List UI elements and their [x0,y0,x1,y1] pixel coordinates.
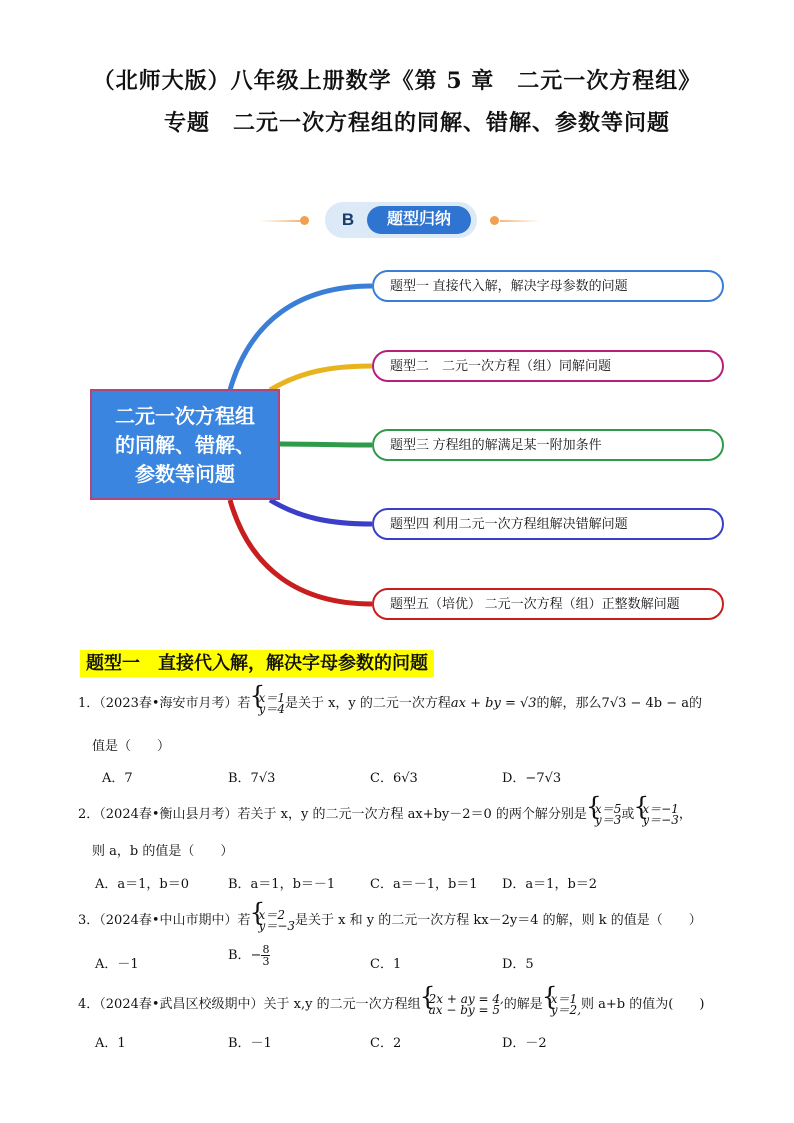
q4-option-d[interactable]: D．－2 [502,1036,547,1051]
center-line-2: 的同解、错解、 [115,435,255,457]
q3-option-b[interactable]: B．− $\frac{8}{3}$ [228,943,270,968]
q4-option-a[interactable]: A．1 [95,1036,126,1051]
connector-2 [270,366,372,390]
q4-option-c[interactable]: C．2 [370,1036,402,1051]
q1-num: 1． [78,696,100,711]
mindmap-branch-3[interactable]: 题型三 方程组的解满足某一附加条件 [372,429,724,461]
q1-source: （2023春•海安市月考）若 [99,696,251,711]
q2-option-b[interactable]: B．a＝1，b＝－1 [228,877,336,892]
connector-3 [280,444,372,445]
q2-option-d[interactable]: D．a＝1，b＝2 [502,877,598,892]
q3-optB-fraction: $\frac{8}{3}$ [262,943,270,968]
q1-option-d[interactable]: D．−7√3 [502,771,562,786]
q4-tail: 则 a+b 的值为( ) [581,997,705,1012]
q3-option-a[interactable]: A．－1 [95,957,139,972]
q2-num: 2． [78,807,100,822]
q1-continuation: 值是（ ） [92,739,171,754]
q2-system-2: { x＝−1 y＝−3 [634,804,678,826]
question-1 [78,692,702,715]
banner-label: 题型归纳 [367,206,471,234]
banner-line-right [500,220,540,222]
q3-option-c[interactable]: C．1 [370,957,402,972]
q3-num: 3． [78,913,100,928]
banner-line-left [260,220,300,222]
center-line-3: 参数等问题 [135,464,235,486]
q1-option-b[interactable]: B．7√3 [228,771,276,786]
q3-optB-sign: − [250,948,262,963]
banner-letter: B [341,210,355,229]
q1-option-a[interactable]: A．7 [102,771,133,786]
q2-continuation: 则 a，b 的值是（ ） [92,844,234,859]
q4-num: 4． [78,997,100,1012]
q4-mid: 的解是 [503,997,543,1012]
q3-option-d[interactable]: D．5 [502,957,534,972]
question-3 [78,909,702,932]
banner-dot-left [300,216,309,225]
section-heading: 题型一 直接代入解，解决字母参数的问题 [80,650,434,677]
q4-option-b[interactable]: B．－1 [228,1036,272,1051]
q1-system: { x＝1 y＝4 [251,693,285,715]
q1-tail: 的解，那么7√3 − 4b − a的 [536,696,703,711]
q3-source: （2024春•中山市期中）若 [99,913,251,928]
q2-option-a[interactable]: A．a＝1，b＝0 [95,877,190,892]
mindmap-branch-1[interactable]: 题型一 直接代入解，解决字母参数的问题 [372,270,724,302]
q2-source: （2024春•衡山县月考）若关于 x，y 的二元一次方程 ax+by－2＝0 的两个解分别是 [99,807,587,822]
mindmap-branch-2[interactable]: 题型二 二元一次方程（组）同解问题 [372,350,724,382]
q2-system-1: { x＝5 y＝3 [587,804,621,826]
q4-system: { 2x + ay = 4, ax − by = 5 [421,994,504,1016]
q3-system: { x＝2 y＝−3 [251,910,295,932]
q2-option-c[interactable]: C．a＝－1，b＝1 [370,877,478,892]
center-line-1: 二元一次方程组 [115,406,255,428]
q4-solution: { x＝1 y＝2, [543,994,581,1016]
mindmap-center [90,389,280,500]
q4-source: （2024春•武昌区校级期中）关于 x,y 的二元一次方程组 [99,997,421,1012]
q3-tail: 是关于 x 和 y 的二元一次方程 kx－2y＝4 的解，则 k 的值是（ ） [295,913,702,928]
banner-dot-right [490,216,499,225]
q2-or: 或 [621,807,635,822]
q2-tail: ， [678,807,692,822]
q1-mid: 是关于 x，y 的二元一次方程 [284,696,451,711]
mindmap-branch-5[interactable]: 题型五（培优） 二元一次方程（组）正整数解问题 [372,588,724,620]
q1-option-c[interactable]: C．6√3 [370,771,418,786]
q1-equation: ax + by = √3 [450,696,537,711]
connector-4 [270,500,372,524]
page-title-line1: （北师大版）八年级上册数学《第 5 章 二元一次方程组》 [92,68,702,94]
question-2 [78,803,692,826]
question-4 [78,993,704,1016]
page-title-line2: 专题 二元一次方程组的同解、错解、参数等问题 [163,110,670,136]
mindmap-branch-4[interactable]: 题型四 利用二元一次方程组解决错解问题 [372,508,724,540]
